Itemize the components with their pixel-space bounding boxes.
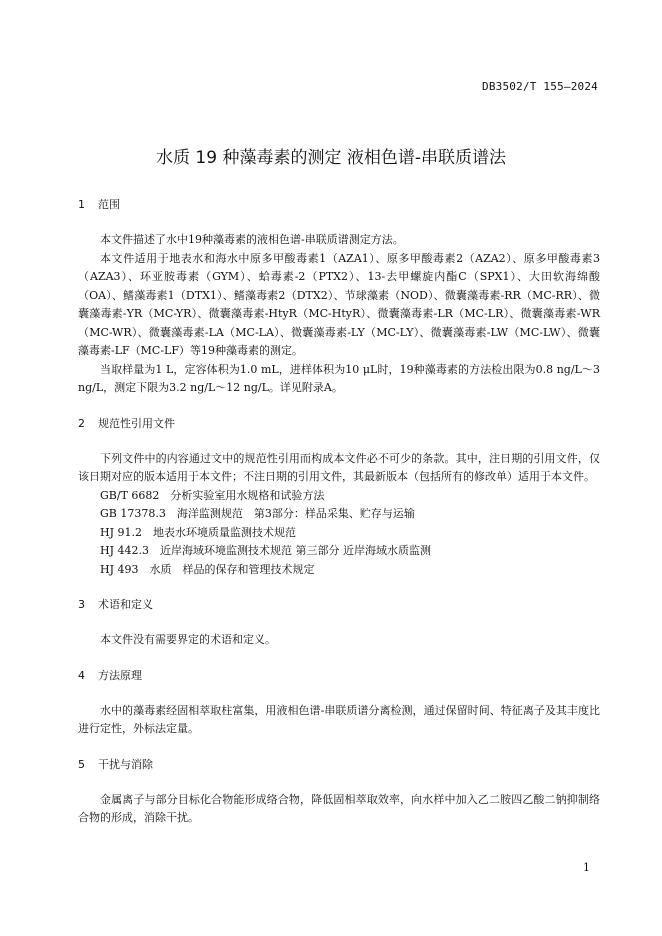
- section-method-principle: [78, 667, 600, 739]
- section-number: 5: [78, 757, 85, 771]
- section-number: 1: [78, 198, 85, 211]
- section-heading: [78, 415, 600, 433]
- section-normative-references: [78, 415, 600, 580]
- section-number: 3: [78, 598, 85, 611]
- paragraph: 本文件适用于地表水和海水中原多甲酸毒素1（AZA1）、原多甲酸毒素2（AZA2）、原多甲酸毒素3（AZA3）、环亚胺毒素（GYM）、蛤毒素-2（PTX2）、13-去甲螺旋内酯C（SPX1）、大田软海绵酸（OA）、鳍藻毒素1（DTX1）、鳍藻毒素2（DTX2）、节球藻素（NOD）、微囊藻毒素-RR（MC-RR）、微囊藻毒素-YR（MC-YR）、微囊藻毒素-HtyR（MC-HtyR）、微囊藻毒素-LR（MC-LR）、微囊藻毒素-WR（MC-WR）、微囊藻毒素-LA（MC-LA）、微囊藻毒素-LY（MC-LY）、微囊藻毒素-LW（MC-LW）、微囊藻毒素-LF（MC-LF）等19种藻毒素的测定。: [78, 251, 600, 357]
- section-number: 4: [78, 668, 85, 682]
- section-heading: [78, 756, 600, 774]
- section-title: 术语和定义: [98, 598, 153, 611]
- reference-item: HJ 442.3 近岸海域环境监测技术规范 第三部分 近岸海域水质监测: [100, 544, 431, 557]
- section-interference-elimination: [78, 756, 600, 828]
- paragraph: 水中的藻毒素经固相萃取柱富集，用液相色谱-串联质谱分离检测，通过保留时间、特征离子及其丰度比进行定性，外标法定量。: [78, 703, 600, 735]
- section-number: 2: [78, 416, 85, 430]
- document-code: DB3502/T 155—2024: [482, 80, 598, 93]
- section-title: 范围: [98, 198, 120, 211]
- section-heading: [78, 596, 600, 614]
- section-title: 干扰与消除: [98, 757, 153, 771]
- paragraph: 当取样量为1 L，定容体积为1.0 mL，进样体积为10 μL时，19种藻毒素的方法检出限为0.8 ng/L～3 ng/L，测定下限为3.2 ng/L～12 ng/L。详见附录A。: [78, 362, 600, 394]
- paragraph: 本文件描述了水中19种藻毒素的液相色谱-串联质谱测定方法。: [100, 233, 404, 246]
- page-number: 1: [583, 861, 590, 874]
- paragraph: 下列文件中的内容通过文中的规范性引用而构成本文件必不可少的条款。其中，注日期的引用文件，仅该日期对应的版本适用于本文件；不注日期的引用文件，其最新版本（包括所有的修改单）适用于本文件。: [78, 451, 600, 483]
- paragraph: 金属离子与部分目标化合物能形成络合物，降低固相萃取效率，向水样中加入乙二胺四乙酸二钠抑制络合物的形成，消除干扰。: [78, 792, 600, 824]
- section-title: 方法原理: [98, 668, 142, 682]
- section-heading: [78, 667, 600, 685]
- reference-item: GB/T 6682 分析实验室用水规格和试验方法: [100, 488, 325, 502]
- section-scope: [78, 196, 600, 398]
- reference-item: GB 17378.3 海洋监测规范 第3部分：样品采集、贮存与运输: [100, 507, 415, 520]
- document-title: 水质 19 种藻毒素的测定 液相色谱-串联质谱法: [156, 148, 506, 168]
- document-body: [78, 196, 600, 828]
- reference-item: HJ 493 水质 样品的保存和管理技术规定: [100, 562, 315, 576]
- paragraph: 本文件没有需要界定的术语和定义。: [100, 633, 276, 646]
- reference-item: HJ 91.2 地表水环境质量监测技术规范: [100, 525, 296, 539]
- section-heading: [78, 196, 600, 214]
- section-terms-definitions: [78, 596, 600, 650]
- section-title: 规范性引用文件: [98, 416, 175, 430]
